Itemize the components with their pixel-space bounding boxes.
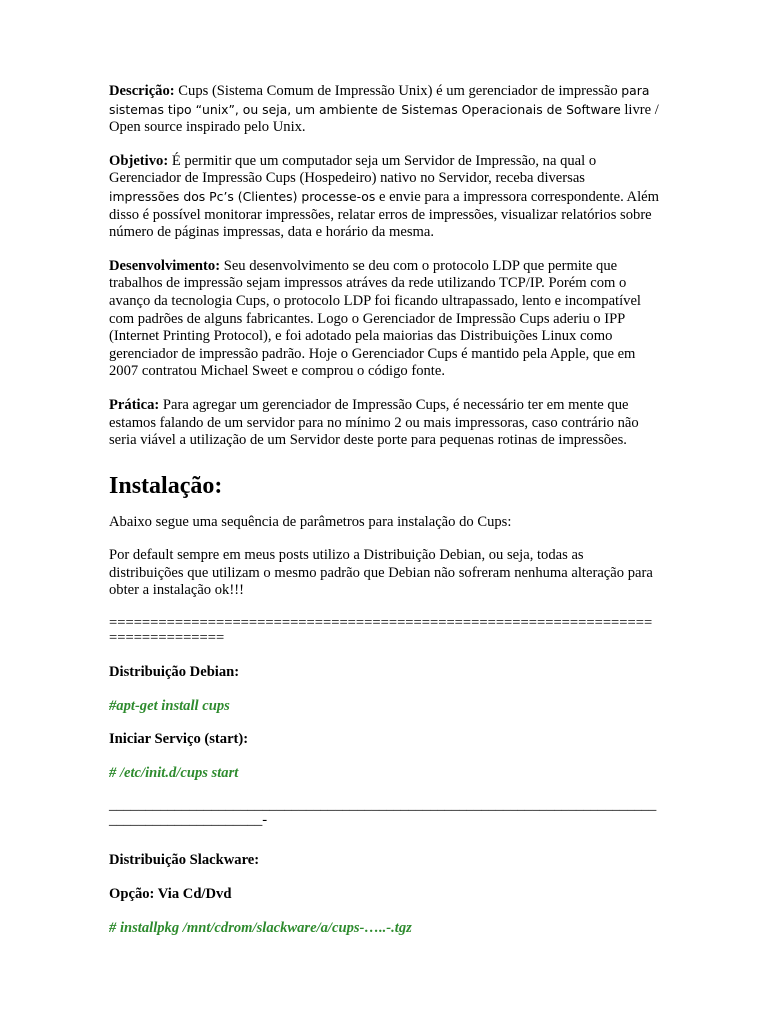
instalacao-heading: Instalação:	[109, 472, 223, 499]
objetivo-label: Objetivo:	[109, 152, 169, 169]
instalacao-intro: Abaixo segue uma sequência de parâmetros para instalação do Cups:	[109, 513, 512, 530]
instalacao-default-note: Por default sempre em meus posts utilizo a Distribuição Debian, ou seja, todas as distribuições que utilizam o mesmo padrão que Debian não sofreram nenhuma alteração para obter a instalação ok!!!	[109, 547, 653, 599]
start-service-command: # /etc/init.d/cups start	[109, 764, 239, 781]
desenvolvimento-label: Desenvolvimento:	[109, 257, 221, 274]
objetivo-text-1: É permitir que um computador seja um Servidor de Impressão, na qual o Gerenciador de Impressão Cups (Hospedeiro) nativo no Servidor, receba diversas	[109, 152, 597, 187]
desenvolvimento-paragraph	[109, 258, 659, 381]
descricao-paragraph	[109, 82, 659, 137]
objetivo-text-2: impressões dos Pc’s (Clientes) processe-os	[109, 188, 376, 204]
descricao-text-1: Cups (Sistema Comum de Impressão Unix) é um gerenciador de impressão	[174, 83, 622, 99]
debian-heading: Distribuição Debian:	[109, 664, 240, 681]
separator-line: ================================================================================	[109, 615, 653, 647]
objetivo-text-3: e envie para a impressora correspondente. Além disso é possível monitorar impressões, relatar erros de impressões, visualizar relatórios sobre número de páginas impressas, data e horário da mesma.	[109, 188, 659, 241]
start-service-heading: Iniciar Serviço (start):	[109, 731, 249, 748]
objetivo-paragraph	[109, 153, 659, 242]
slackware-heading: Distribuição Slackware:	[109, 852, 260, 869]
pratica-label: Prática:	[109, 396, 160, 413]
pratica-paragraph	[109, 397, 659, 450]
document-page	[109, 82, 659, 953]
descricao-text-2: para sistemas tipo “unix”, ou seja, um ambiente de Sistemas Operacionais de Software	[109, 83, 650, 117]
pratica-text: Para agregar um gerenciador de Impressão Cups, é necessário ter em mente que estamos falando de um servidor para no mínimo 2 ou mais impressoras, caso contrário não seria viável a utilização de um Servidor deste porte para pequenas rotinas de impressões.	[109, 396, 639, 449]
option-heading: Opção: Via Cd/Dvd	[109, 886, 232, 903]
desenvolvimento-text: Seu desenvolvimento se deu com o protocolo LDP que permite que trabalhos de impressão sejam impressos atráves da rede utilizando TCP/IP. Porém com o avanço da tecnologia Cups, o protocolo LDP foi ficando ultrapassado, lento e incompatível com padrões de alguns fabricantes. Logo o Gerenciador de Impressão Cups aderiu o IPP (Internet Printing Protocol), e foi adotado pela maiorias das Distribuições Linux como gerenciador de impressão padrão. Hoje o Gerenciador Cups é mantido pela Apple, que em 2007 contratou Michael Sweet e comprou o código fonte.	[109, 257, 641, 380]
slackware-install-command: # installpkg /mnt/cdrom/slackware/a/cups-…..-.tgz	[109, 919, 412, 936]
descricao-text-3: livre / Open source inspirado pelo Unix.	[109, 101, 659, 136]
underscore-rule: ________________________________________________________________________________________________-	[109, 797, 657, 829]
descricao-label: Descrição:	[109, 83, 175, 99]
debian-install-command: #apt-get install cups	[109, 697, 230, 714]
